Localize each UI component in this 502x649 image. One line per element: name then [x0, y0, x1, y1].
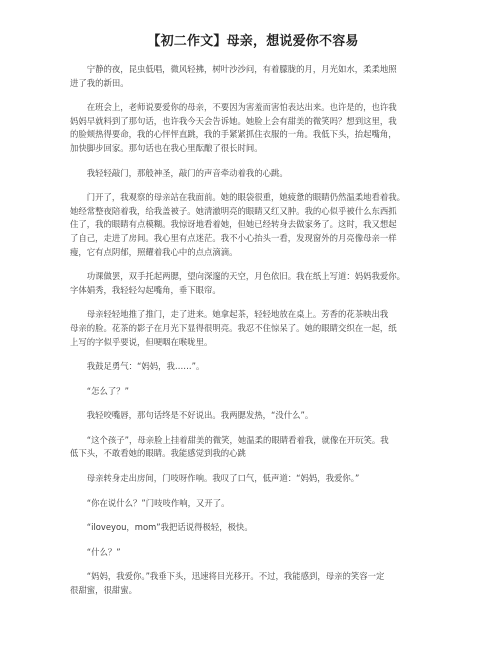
paragraph-line: 我轻轻敲门，那般神圣，敲门的声音牵动着我的心跳。 [86, 167, 288, 178]
paragraph-line: 瘦，它有点阴郁，照耀着我心中的点点滴滴。 [70, 246, 238, 257]
paragraph [70, 360, 436, 374]
paragraph [70, 546, 436, 560]
paragraph-line: 妈妈早就料到了那句话，也许我今天会告诉她。她脸上会有甜美的微笑吗？想到这里，我 [70, 115, 397, 126]
paragraph-line: “你在说什么？”门吱吱作响，又开了。 [86, 497, 230, 508]
paragraph [70, 472, 436, 486]
paragraph-line: 加快脚步回家。那句话也在我心里酝酿了很长时间。 [70, 142, 263, 153]
paragraph [70, 385, 436, 399]
paragraph [70, 101, 436, 155]
paragraph-line: 很甜蜜，很甜蜜。 [70, 585, 137, 596]
paragraph [70, 63, 436, 90]
paragraph [70, 191, 436, 259]
paragraph-line: 的脸颊热得要命，我的心怦怦直跳，我的手紧紧抓住衣服的一角。我低下头，抬起嘴角， [70, 129, 397, 140]
paragraph-line: 住了，我的眼睛有点模糊。我惊讶地看着她，但她已经转身去做家务了。这时，我又想起 [70, 219, 397, 230]
paragraph-line: 母亲轻轻地推了推门，走了进来。她拿起茶，轻轻地放在桌上。芳香的花茶映出我 [86, 309, 389, 320]
paragraph-line: “iloveyou，mom”我把话说得极轻，极快。 [86, 522, 253, 533]
paragraph [70, 497, 436, 511]
paragraph-line: 我轻咬嘴唇，那句话终是不好说出。我两腮发热，“没什么”。 [86, 410, 314, 421]
paragraph [70, 167, 436, 181]
paragraph-line: 母亲转身走出房间，门吱呀作响。我叹了口气，低声道：“妈妈，我爱你。” [86, 473, 360, 484]
paragraph-line: 低下头，不敢看她的眼睛。我能感觉到我的心跳 [70, 448, 246, 459]
paragraph [70, 521, 436, 535]
page-title: 【初二作文】母亲，想说爱你不容易 [147, 34, 359, 49]
paragraph-line: 门开了，我观察的母亲站在我面前。她的眼袋很重，她疲惫的眼睛仍然温柔地看着我。 [86, 192, 406, 203]
paragraph [70, 434, 436, 461]
paragraph-line: “什么？” [86, 546, 121, 557]
paragraph-line: 字体娟秀，我轻轻勾起嘴角，垂下眼帘。 [70, 284, 221, 295]
paragraph-line: “怎么了？” [86, 385, 129, 396]
paragraph-line: 她经常整夜陪着我，给我盖被子。她清澈明亮的眼睛又红又肿。我的心似乎被什么东西抓 [70, 205, 397, 216]
paragraph-line: 我鼓足勇气：“妈妈，我……”。 [86, 361, 205, 372]
paragraph [70, 270, 436, 297]
paragraph-line: “这个孩子”，母亲脸上挂着甜美的微笑，她温柔的眼睛看着我，就像在开玩笑。我 [86, 434, 389, 445]
paragraph [70, 570, 436, 597]
paragraph-line: 在班会上，老师说要爱你的母亲，不要因为害羞而害怕表达出来。也许是的，也许我 [86, 102, 397, 113]
article-body [70, 63, 436, 598]
paragraph-line: 进了我的新田。 [70, 77, 129, 88]
paragraph-line: 功课做罢，双手托起两腮，望向深邃的天空，月色依旧。我在纸上写道：妈妈我爱你。 [86, 271, 406, 282]
paragraph-line: 了自己，走进了房间。我心里有点迷茫。我不小心抬头一看，发现窗外的月亮像母亲一样 [70, 232, 397, 243]
paragraph-line: 上写的字似乎要说，但哽咽在喉咙里。 [70, 336, 213, 347]
paragraph-line: 母亲的脸。花茶的影子在月光下显得很明亮。我忍不住惊呆了。她的眼睛交织在一起，纸 [70, 322, 397, 333]
paragraph-line: “妈妈，我爱你。”我垂下头，迅速将目光移开。不过，我能感到，母亲的笑容一定 [86, 571, 385, 582]
paragraph [70, 308, 436, 349]
paragraph-line: 宁静的夜，昆虫低唱，微风轻拂，树叶沙沙问，有着朦胧的月，月光如水，柔柔地照 [86, 64, 397, 74]
paragraph [70, 409, 436, 423]
